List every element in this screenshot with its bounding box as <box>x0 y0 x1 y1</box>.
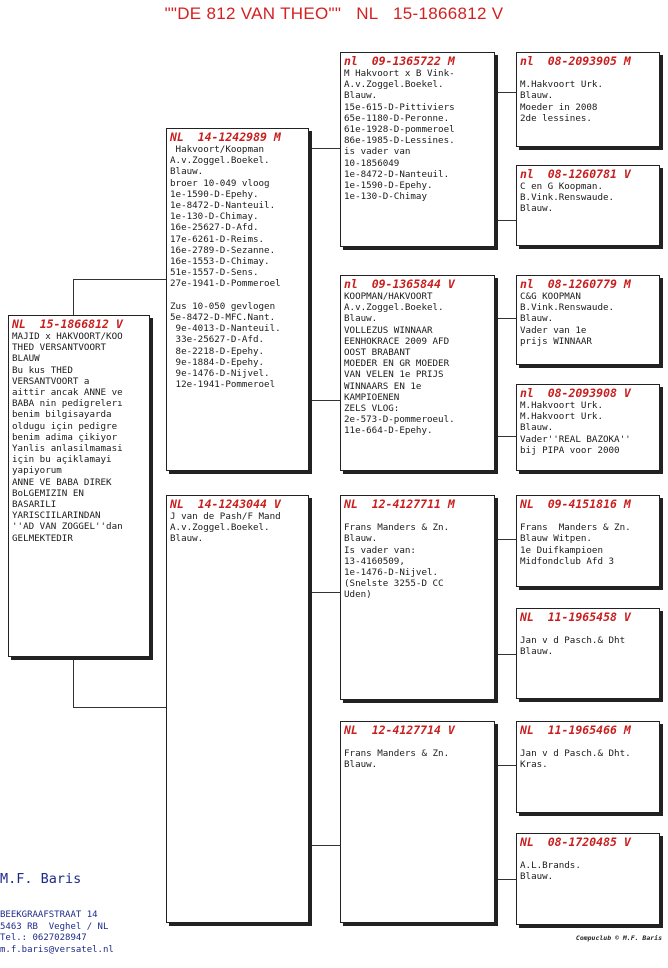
ring-number: NL 14-1242989 M <box>170 130 281 144</box>
ring-number: nl 08-2093908 V <box>520 386 631 400</box>
connector <box>495 765 496 879</box>
ring-number: NL 15-1866812 V <box>12 317 123 331</box>
granddam-maternal-card <box>340 721 495 923</box>
great-grandparent-card <box>516 165 660 246</box>
ring-number: nl 08-1260781 V <box>520 167 631 181</box>
bird-details: Jan v d Pasch.& Dht Blauw. <box>520 635 626 658</box>
bird-details: Frans Manders & Zn. Blauw. <box>344 748 450 771</box>
connector <box>73 279 74 315</box>
connector <box>495 765 516 766</box>
mother-card <box>166 495 309 923</box>
connector <box>495 92 516 93</box>
ring-number: NL 11-1965466 M <box>520 723 631 737</box>
connector <box>495 92 496 220</box>
ring-number: NL 08-1720485 V <box>520 835 631 849</box>
bird-details: C&G KOOPMAN B.Vink.Renswaude. Blauw. Vader van 1e prijs WINNAAR <box>520 291 615 347</box>
bird-details: M.Hakvoort Urk. Blauw. Moeder in 2008 2de lessines. <box>520 79 603 124</box>
great-grandparent-card <box>516 275 660 365</box>
breeder-contact <box>0 848 114 968</box>
connector <box>73 707 166 708</box>
bird-details: KOOPMAN/HAKVOORT A.v.Zoggel.Boekel. Blauw. VOLLEZUS WINNAAR EENHOKRACE 2009 AFD OOST BRABANT MOEDER EN GR MOEDER VAN VELEN 1e PRIJS WINNAARS EN 1e KAMPIOENEN ZELS VLOG: 2e-573-D-pommeroeul. 11e-664-D-Epehy. <box>344 291 455 437</box>
bird-details: Frans Manders & Zn. Blauw. Is vader van: 13-4160509, 1e-1476-D-Nijvel. (Snelste 3255-D CC Uden) <box>344 522 450 601</box>
ring-number: nl 08-1260779 M <box>520 277 631 291</box>
ring-number: NL 12-4127714 V <box>344 723 455 737</box>
subject-card <box>8 315 150 657</box>
great-grandparent-card <box>516 384 660 471</box>
connector <box>495 220 516 221</box>
ring-number: NL 12-4127711 M <box>344 497 455 511</box>
ring-number: nl 08-2093905 M <box>520 54 631 68</box>
connector <box>495 318 516 319</box>
connector <box>495 539 516 540</box>
bird-details: Hakvoort/Koopman A.v.Zoggel.Boekel. Blauw. broer 10-049 vloog 1e-1590-D-Epehy. 1e-8472-D-Nanteuil. 1e-130-D-Chimay. 16e-25627-D-Afd. 17e-6261-D-Reims. 16e-2789-D-Sezanne. 16e-1553-D-Chimay. 51e-1557-D-Sens. 27e-1941-D-Pommeroel Zus 10-050 gevlogen 5e-8472-D-MFC.Nant. 9e-4013-D-Nanteuil. 33e-25627-D-Afd. 8e-2218-D-Epehy. 9e-1884-D-Epehy. 9e-1476-D-Nijvel. 12e-1941-Pommeroel <box>170 144 281 391</box>
connector <box>495 539 496 654</box>
bird-details: Frans Manders & Zn. Blauw Witpen. 1e Duifkampioen Midfondclub Afd 3 <box>520 522 631 567</box>
connector <box>309 592 310 845</box>
pedigree-title: ""DE 812 VAN THEO"" NL 15-1866812 V <box>164 4 504 23</box>
bird-details: MAJID x HAKVOORT/KOO THED VERSANTVOORT BLAUW Bu kus THED VERSANTVOORT a aittir ancak ANNE ve BABA nin pedigrelerı benim bilgisayarda oldugu için pedigre benim adima çikiyor Yanlis anlasilmamasi için bu açiklamayi yapiyorum ANNE VE BABA DIREK BoLGEMIZIN EN BASARILI YARISCIILARINDAN ''AD VAN ZOGGEL''dan GELMEKTEDIR <box>12 331 123 544</box>
connector <box>309 400 340 401</box>
connector <box>309 148 310 400</box>
bird-details: Jan v d Pasch.& Dht. Kras. <box>520 748 631 771</box>
great-grandparent-card <box>516 833 660 925</box>
bird-details: J van de Pash/F Mand A.v.Zoggel.Boekel. Blauw. <box>170 511 281 545</box>
ring-number: nl 09-1365722 M <box>344 54 455 68</box>
connector <box>495 654 516 655</box>
grandsire-maternal-card <box>340 495 495 700</box>
ring-number: NL 11-1965458 V <box>520 610 631 624</box>
bird-details: M.Hakvoort Urk. M.Hakvoort Urk. Blauw. Vader''REAL BAZOKA'' bij PIPA voor 2000 <box>520 400 631 456</box>
connector <box>309 148 340 149</box>
granddam-paternal-card <box>340 275 495 471</box>
ring-number: NL 09-4151816 M <box>520 497 631 511</box>
bird-details: A.L.Brands. Blauw. <box>520 860 581 883</box>
ring-number: nl 09-1365844 V <box>344 277 455 291</box>
connector <box>309 845 340 846</box>
breeder-address: BEEKGRAAFSTRAAT 14 5463 RB Veghel / NL Tel.: 0627028947 m.f.baris@versatel.nl <box>0 910 114 955</box>
software-credit: Compuclub © M.F. Baris <box>575 934 662 942</box>
great-grandparent-card <box>516 495 660 587</box>
great-grandparent-card <box>516 608 660 699</box>
connector <box>73 279 166 280</box>
connector <box>73 657 74 707</box>
father-card <box>166 128 309 471</box>
bird-details: C en G Koopman. B.Vink.Renswaude. Blauw. <box>520 181 615 215</box>
connector <box>309 592 340 593</box>
connector <box>495 879 516 880</box>
bird-details: M Hakvoort x B Vink- A.v.Zoggel.Boekel. Blauw. 15e-615-D-Pittiviers 65e-1180-D-Peronne. 61e-1928-D-pommeroel 86e-1985-D-Lessines. is vader van 10-1856049 1e-8472-D-Nanteuil. 1e-1590-D-Epehy. 1e-130-D-Chimay <box>344 68 455 203</box>
connector <box>495 436 516 437</box>
breeder-name: M.F. Baris <box>0 871 82 887</box>
ring-number: NL 14-1243044 V <box>170 497 281 511</box>
connector <box>495 318 496 436</box>
great-grandparent-card <box>516 52 660 147</box>
great-grandparent-card <box>516 721 660 813</box>
grandsire-paternal-card <box>340 52 495 247</box>
